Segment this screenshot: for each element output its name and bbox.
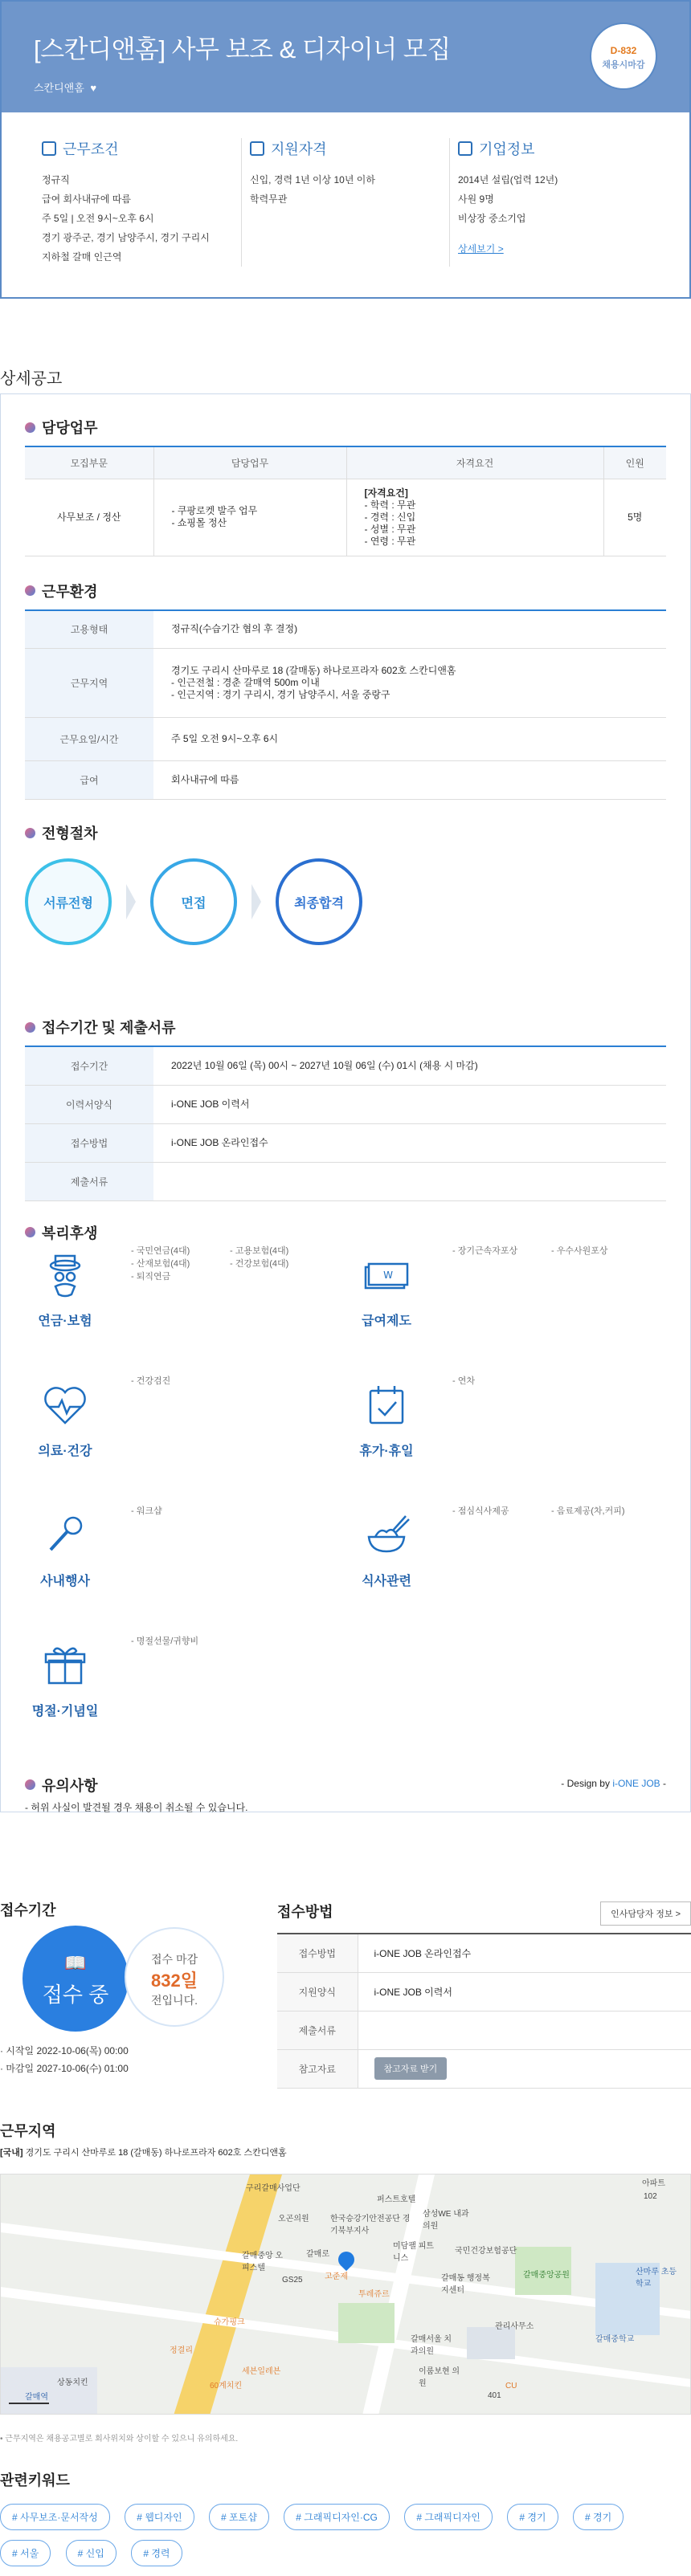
summary-company (450, 138, 657, 267)
period-value: i-ONE JOB 온라인접수 (153, 1123, 666, 1162)
duty-count: 5명 (603, 479, 666, 556)
map-label: 갈매중앙 오피스텔 (242, 2252, 284, 2272)
period-value: 2022년 10월 06일 (목) 00시 ~ 2027년 10월 06일 (수) 01시 (채용 시 마감) (153, 1046, 666, 1085)
welfare-items (452, 1505, 509, 1518)
welfare-label: 의료·건강 (38, 1444, 92, 1458)
welfare-items (131, 1375, 170, 1388)
step-interview: 면접 (150, 858, 237, 945)
keyword-tag[interactable]: # 사무보조·문서작성 (0, 2504, 110, 2530)
duty-header: 자격요건 (346, 446, 603, 479)
step-final: 최종합격 (276, 858, 362, 945)
env-value: 정규직(수습기간 협의 후 결정) (153, 610, 666, 649)
design-prefix: - Design by (561, 1778, 613, 1789)
req-item: - 학력 : 무관 (364, 499, 416, 511)
apply-period-title: 접수기간 (0, 1902, 56, 1918)
apply-status: 접수 중 (42, 1983, 109, 2007)
welfare-item: - 산재보험(4대) (131, 1258, 190, 1269)
download-reference-button[interactable]: 참고자료 받기 (374, 2057, 448, 2080)
condition-item: 경기 광주군, 경기 남양주시, 경기 구리시 (42, 232, 210, 243)
detail-section-title: 상세공고 (0, 370, 63, 388)
map-label: 퍼스트호텔 (377, 2195, 416, 2204)
deadline-days: 832일 (151, 1971, 198, 1991)
period-value (153, 1162, 666, 1200)
apply-method-table (277, 1933, 691, 2089)
keyword-tag[interactable]: # 경기 (507, 2504, 558, 2530)
map-label: 관리사무소 (495, 2322, 534, 2331)
map-label: 정결리 (170, 2346, 193, 2355)
env-key: 근무요일/시간 (25, 718, 153, 761)
map-label: 미담팰 피트니스 (393, 2242, 435, 2263)
map-label: 한국승강기안전공단 경기북부지사 (330, 2215, 411, 2236)
welfare-label: 사내행사 (40, 1574, 90, 1588)
flag-icon (42, 141, 56, 156)
company-detail-link[interactable]: 상세보기 > (458, 243, 504, 255)
duty-task: - 쿠팡로켓 발주 업무 (171, 505, 258, 516)
company-item: 비상장 중소기업 (458, 213, 526, 224)
bullet-icon (25, 1779, 35, 1790)
keyword-tag[interactable]: # 그래픽디자인 (404, 2504, 493, 2530)
map-label: 산마루 초등학교 (636, 2268, 677, 2289)
welfare-vacation (346, 1373, 427, 1459)
welfare-item: - 우수사원포상 (551, 1245, 608, 1256)
map-label: 갈매동 행정복지센터 (441, 2274, 490, 2295)
welfare-items (551, 1505, 624, 1518)
welfare-items (452, 1375, 475, 1388)
table-row (25, 761, 666, 800)
dday-badge (590, 22, 657, 90)
location-tag: [국내] (0, 2148, 23, 2158)
start-date: · 시작일 2022-10-06(목) 00:00 (0, 2045, 129, 2056)
welfare-item: - 장기근속자포상 (452, 1245, 518, 1256)
env-value: - 인근지역 : 경기 구리시, 경기 남양주시, 서울 중랑구 (171, 689, 390, 700)
apply-dates (0, 2042, 129, 2077)
heart-icon[interactable]: ♥ (90, 82, 97, 94)
keyword-tag[interactable]: # 경력 (131, 2540, 182, 2566)
map-label: 갈매역 (25, 2393, 48, 2402)
condition-item: 정규직 (42, 174, 70, 185)
bullet-icon (25, 1022, 35, 1033)
period-key: 제출서류 (25, 1162, 153, 1200)
notice-text: - 허위 사실이 발견될 경우 채용이 취소될 수 있습니다. (25, 1801, 248, 1813)
map-label: 갈매중앙공원 (523, 2271, 570, 2280)
welfare-items (452, 1245, 517, 1257)
env-value: 주 5일 오전 9시~오후 6시 (153, 718, 666, 761)
period-key: 접수방법 (25, 1123, 153, 1162)
duty-title: 담당업무 (42, 420, 98, 436)
welfare-pension (25, 1243, 105, 1329)
map-label: 상동치킨 (57, 2378, 88, 2387)
req-item: - 성별 : 무관 (364, 523, 416, 535)
welfare-label: 연금·보험 (38, 1314, 92, 1328)
calendar-icon (346, 1373, 427, 1437)
deadline-circle (125, 1927, 224, 2027)
period-table (25, 1045, 666, 1201)
summary-columns (2, 112, 689, 267)
welfare-item: - 연차 (452, 1376, 475, 1386)
map-label: 세븐일레븐 (242, 2367, 281, 2376)
map-label: 구리갈매사업단 (246, 2184, 301, 2193)
header-banner (2, 2, 689, 112)
period-value: i-ONE JOB 이력서 (153, 1085, 666, 1123)
duty-header: 인원 (603, 446, 666, 479)
map-label: 아파트 (642, 2179, 665, 2188)
qual-item: 신입, 경력 1년 이상 10년 이하 (250, 174, 375, 185)
company-name[interactable]: 스칸디앤홈 (34, 82, 84, 94)
welfare-grid (25, 1243, 666, 1757)
env-table (25, 609, 666, 801)
apply-status-circle (22, 1926, 129, 2032)
design-brand: i-ONE JOB (612, 1778, 660, 1789)
bullet-icon (25, 828, 35, 838)
welfare-label: 휴가·휴일 (359, 1444, 414, 1458)
table-row (277, 1934, 691, 1972)
welfare-pay (346, 1243, 427, 1329)
map-label: 102 (644, 2192, 657, 2201)
design-credit (561, 1778, 666, 1789)
map-label: 갈매로 (306, 2250, 329, 2259)
duty-table (25, 446, 666, 556)
chevron-right-icon (251, 884, 261, 919)
job-title: [스칸디앤홈] 사무 보조 & 디자이너 모집 (34, 35, 451, 63)
end-date: · 마감일 2027-10-06(수) 01:00 (0, 2063, 129, 2074)
bullet-icon (25, 422, 35, 433)
table-row (25, 479, 666, 556)
apply-key: 참고자료 (277, 2049, 358, 2088)
env-value: 경기도 구리시 산마루로 18 (갈매동) 하나로프라자 602호 스칸디앤홈 (171, 665, 456, 676)
map-label: 갈매중학교 (595, 2335, 635, 2344)
condition-item: 급여 회사내규에 따름 (42, 194, 131, 205)
welfare-item: - 건강검진 (131, 1376, 171, 1386)
env-key: 고용형태 (25, 610, 153, 649)
req-item: - 경력 : 신입 (364, 511, 416, 523)
contact-info-button[interactable]: 인사담당자 정보 > (600, 1901, 691, 1926)
summary-qualification (242, 138, 450, 267)
map-label: 고준제 (325, 2272, 348, 2281)
keywords-title: 관련키워드 (0, 2472, 70, 2488)
money-icon (346, 1243, 427, 1307)
location-title: 근무지역 (0, 2123, 56, 2139)
apply-value: i-ONE JOB 온라인접수 (358, 1934, 691, 1972)
welfare-event (25, 1503, 105, 1589)
keyword-list (0, 2504, 691, 2576)
env-key: 근무지역 (25, 649, 153, 718)
map-label: 국민건강보험공단 (455, 2247, 517, 2256)
env-key: 급여 (25, 761, 153, 800)
apply-key: 지원양식 (277, 1972, 358, 2011)
welfare-items (131, 1245, 190, 1283)
job-header-card (0, 0, 691, 299)
period-title: 접수기간 및 제출서류 (42, 1020, 176, 1036)
welfare-holiday (25, 1633, 105, 1719)
table-row (25, 610, 666, 649)
company-item: 사원 9명 (458, 194, 494, 205)
table-row (25, 1123, 666, 1162)
welfare-items (131, 1635, 198, 1648)
req-head: [자격요건] (364, 487, 408, 499)
table-row (277, 2011, 691, 2049)
table-row (25, 1085, 666, 1123)
condition-item: 지하철 갈매 인근역 (42, 251, 122, 263)
microphone-icon (25, 1503, 105, 1567)
location-address: 경기도 구리시 산마루로 18 (갈매동) 하나로프라자 602호 스칸디앤홈 (25, 2148, 287, 2158)
dday-count: D-832 (610, 45, 637, 56)
welfare-item: - 퇴직연금 (131, 1271, 171, 1282)
welfare-item: - 음료제공(차,커피) (551, 1506, 625, 1516)
building-icon (458, 141, 472, 156)
welfare-health (25, 1373, 105, 1459)
document-icon (250, 141, 264, 156)
location-address-line (0, 2146, 287, 2158)
welfare-item: - 워크샵 (131, 1506, 162, 1516)
apply-value (358, 2011, 691, 2049)
keyword-tag[interactable]: # 그래픽디자인·CG (284, 2504, 390, 2530)
duty-header: 모집부문 (25, 446, 153, 479)
process-steps (25, 858, 666, 946)
design-suffix: - (660, 1778, 666, 1789)
period-key: 이력서양식 (25, 1085, 153, 1123)
map-label: 401 (488, 2391, 501, 2400)
process-title: 전형절차 (42, 825, 98, 842)
welfare-title: 복리후생 (42, 1225, 98, 1241)
env-value: - 인근전철 : 경춘 갈매역 500m 이내 (171, 677, 320, 688)
company-item: 2014년 설립(업력 12년) (458, 174, 558, 185)
map-label: 슈가핑크 (214, 2318, 245, 2327)
chevron-right-icon (126, 884, 136, 919)
env-value: 회사내규에 따름 (153, 761, 666, 800)
company-line (34, 79, 657, 95)
bullet-icon (25, 1227, 35, 1237)
map-label: 투레쥬르 (358, 2290, 390, 2299)
env-title: 근무환경 (42, 583, 98, 600)
welfare-item: - 고용보험(4대) (230, 1245, 289, 1256)
table-row (25, 649, 666, 718)
duty-header: 담당업무 (153, 446, 346, 479)
welfare-item: - 명절선물/귀향비 (131, 1636, 199, 1646)
welfare-items (230, 1245, 288, 1270)
detail-panel (0, 393, 691, 1812)
map-label: 이룸보현 의원 (419, 2367, 460, 2388)
dday-label: 채용시마감 (602, 60, 645, 70)
map-label: 갈매서울 치과의원 (411, 2335, 452, 2356)
apply-method-title: 접수방법 (277, 1904, 333, 1920)
table-row (25, 1046, 666, 1085)
welfare-items (131, 1505, 162, 1518)
conditions-title: 근무조건 (63, 141, 119, 157)
notice-title: 유의사항 (42, 1777, 98, 1794)
duty-task: - 쇼핑몰 정산 (171, 517, 227, 528)
table-row (277, 2049, 691, 2088)
condition-item: 주 5일 | 오전 9시~오후 6시 (42, 213, 154, 224)
welfare-item: - 점심식사제공 (452, 1506, 509, 1516)
map-label: 삼성WE 내과의원 (423, 2210, 469, 2231)
gift-icon (25, 1633, 105, 1698)
company-title: 기업정보 (479, 141, 535, 157)
apply-value: i-ONE JOB 이력서 (358, 1972, 691, 2011)
rice-bowl-icon (346, 1503, 427, 1567)
welfare-label: 급여제도 (362, 1314, 411, 1328)
summary-conditions (34, 138, 242, 267)
welfare-meal (346, 1503, 427, 1589)
bullet-icon (25, 585, 35, 596)
map-label: 오곤의원 (278, 2215, 309, 2223)
keyword-tag[interactable]: # 서울 (0, 2540, 51, 2566)
keyword-tag[interactable]: # 웹디자인 (125, 2504, 194, 2530)
welfare-item: - 국민연금(4대) (131, 1245, 190, 1256)
apply-key: 접수방법 (277, 1934, 358, 1972)
map-label: CU (505, 2382, 517, 2391)
map-label: GS25 (282, 2276, 303, 2285)
period-key: 접수기간 (25, 1046, 153, 1085)
table-row (25, 1162, 666, 1200)
map-label: 60계치킨 (210, 2382, 243, 2391)
welfare-label: 명절·기념일 (31, 1704, 99, 1718)
welfare-items (551, 1245, 607, 1257)
pension-icon (25, 1243, 105, 1307)
keyword-tag[interactable]: # 포토샵 (209, 2504, 269, 2530)
keyword-tag[interactable]: # 신입 (66, 2540, 117, 2566)
location-map[interactable] (0, 2174, 691, 2415)
table-row (25, 718, 666, 761)
step-document: 서류전형 (25, 858, 112, 945)
deadline-remain: 전입니다. (151, 1994, 198, 2007)
heart-pulse-icon (25, 1373, 105, 1437)
apply-key: 제출서류 (277, 2011, 358, 2049)
location-note: • 근무지역은 채용공고별로 회사위치와 상이할 수 있으니 유의하세요. (0, 2435, 239, 2444)
keyword-tag[interactable]: # 경기 (573, 2504, 624, 2530)
svg-text:W: W (383, 1269, 393, 1281)
welfare-item: - 건강보험(4대) (230, 1258, 289, 1269)
req-item: - 연령 : 무관 (364, 535, 416, 547)
table-row (277, 1972, 691, 2011)
welfare-label: 식사관련 (362, 1574, 411, 1588)
qual-title: 지원자격 (271, 141, 327, 157)
qual-item: 학력무관 (250, 194, 288, 205)
duty-dept: 사무보조 / 정산 (25, 479, 153, 556)
book-icon: 📖 (64, 1953, 87, 1973)
deadline-label: 접수 마감 (151, 1953, 198, 1966)
